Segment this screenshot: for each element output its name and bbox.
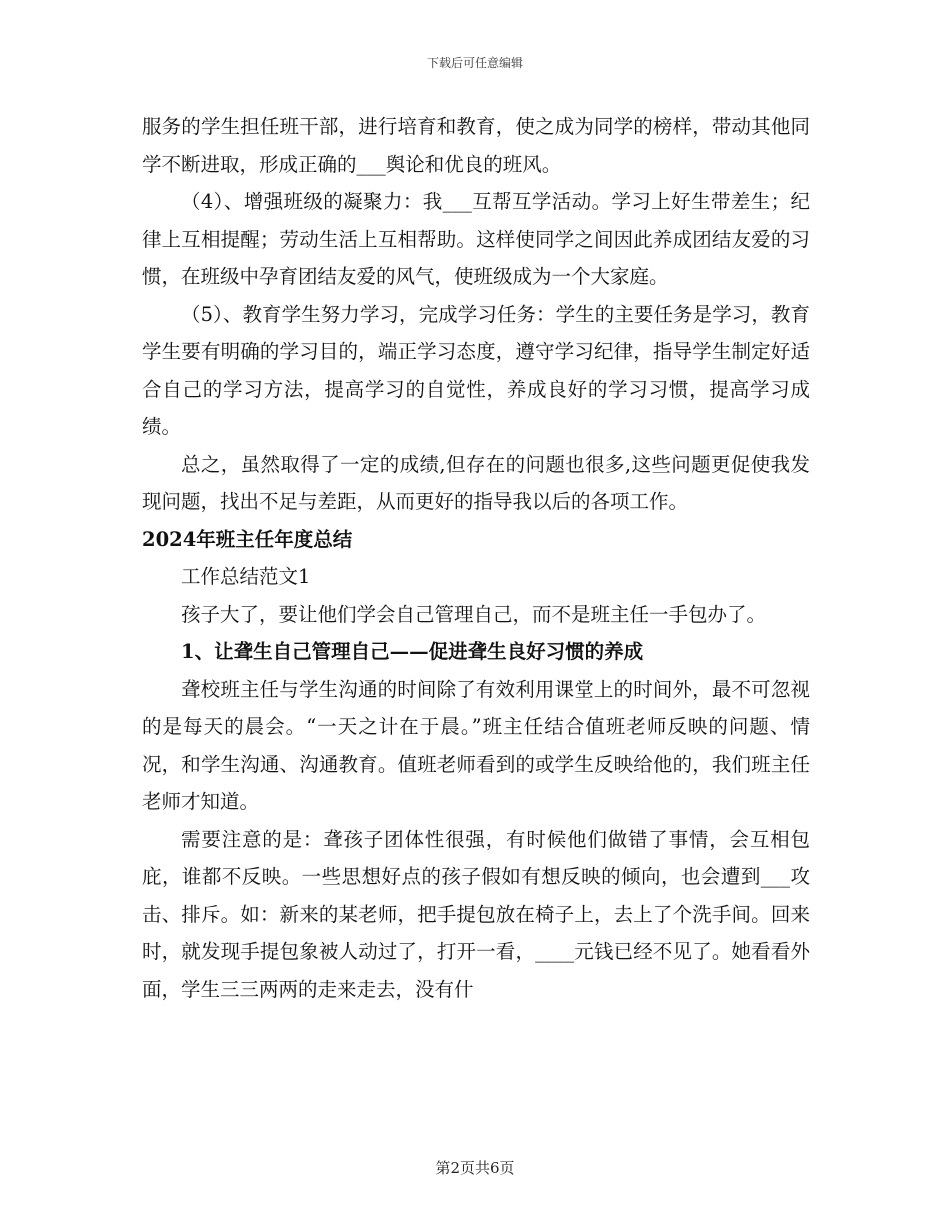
section-paragraph: 需要注意的是：聋孩子团体性很强，有时候他们做错了事情，会互相包庇，谁都不反映。一些思想好点的孩子假如有想反映的倾向，也会遭到___攻击、排斥。如：新来的某老师，把手提包放在椅子上，去上了个洗手间。回来时，就发现手提包象被人动过了，打开一看，____元钱已经不见了。她看看外面，学生三三两两的走来走去，没有什 (142, 827, 810, 1001)
intro-paragraph: 孩子大了，要让他们学会自己管理自己，而不是班主任一手包办了。 (181, 602, 767, 626)
section-paragraph: 聋校班主任与学生沟通的时间除了有效利用课堂上的时间外，最不可忽视的是每天的晨会。“一天之计在于晨。”班主任结合值班老师反映的问题、情况，和学生沟通、沟通教育。值班老师看到的或学生反映给他的，我们班主任老师才知道。 (142, 677, 810, 813)
document-body (142, 108, 810, 1008)
paragraph-summary: 总之，虽然取得了一定的成绩,但存在的问题也很多,这些问题更促使我发现问题，找出不足与差距，从而更好的指导我以后的各项工作。 (142, 452, 810, 513)
paragraph-item-5: （5）、教育学生努力学习，完成学习任务：学生的主要任务是学习，教育学生要有明确的学习目的，端正学习态度，遵守学习纪律，指导学生制定好适合自己的学习方法，提高学习的自觉性，养成良好的学习习惯，提高学习成绩。 (142, 302, 810, 438)
page-footer-number: 第2页共6页 (435, 1159, 515, 1177)
document-subtitle: 工作总结范文1 (181, 565, 311, 588)
document-title: 2024年班主任年度总结 (142, 527, 353, 551)
paragraph-item-4: （4）、增强班级的凝聚力：我___互帮互学活动。学习上好生带差生；纪律上互相提醒；劳动生活上互相帮助。这样使同学之间因此养成团结友爱的习惯，在班级中孕育团结友爱的风气，使班级成为一个大家庭。 (142, 190, 810, 288)
section-heading: 1、让聋生自己管理自己——促进聋生良好习惯的养成 (181, 640, 644, 663)
paragraph-continuation: 服务的学生担任班干部，进行培育和教育，使之成为同学的榜样，带动其他同学不断进取，形成正确的___舆论和优良的班风。 (142, 115, 810, 176)
page-header-note: 下载后可任意编辑 (426, 56, 523, 70)
